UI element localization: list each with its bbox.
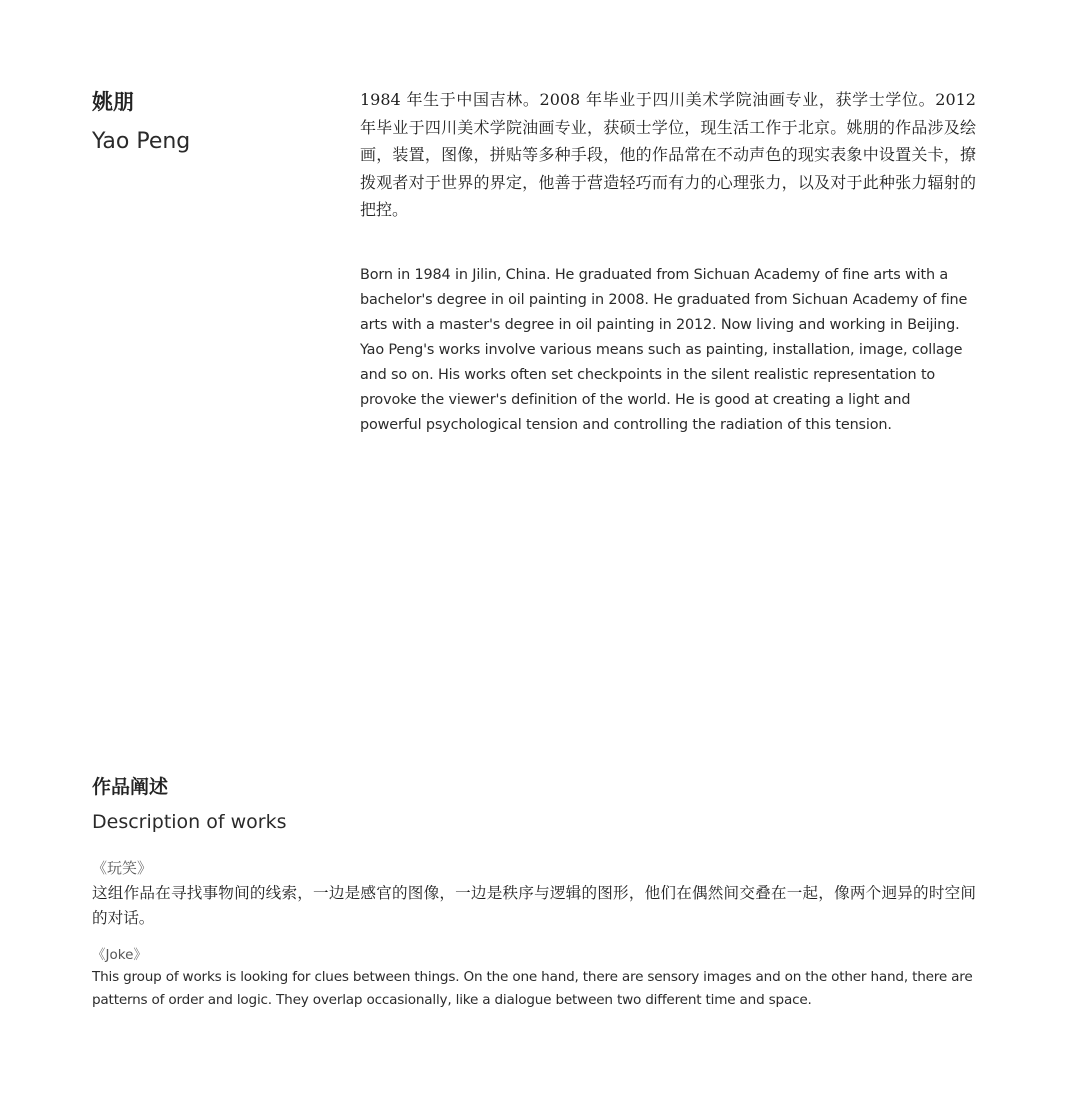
section-title-chinese: 作品阐述	[92, 776, 169, 798]
work-title-chinese: 《玩笑》	[92, 859, 153, 877]
artist-name-chinese: 姚朋	[92, 89, 134, 114]
section-title-english: Description of works	[92, 811, 287, 833]
artist-name-english: Yao Peng	[92, 129, 191, 154]
artist-bio-chinese: 1984 年生于中国吉林。2008 年毕业于四川美术学院油画专业，获学士学位。2012 年毕业于四川美术学院油画专业，获硕士学位，现生活工作于北京。姚朋的作品涉及绘画，装置，图像，拼贴等多种手段，他的作品常在不动声色的现实表象中设置关卡，撩拨观者对于世界的界定，他善于营造轻巧而有力的心理张力，以及对于此种张力辐射的把控。	[360, 90, 976, 220]
work-title-english: 《Joke》	[92, 947, 147, 963]
work-description-english: This group of works is looking for clues between things. On the one hand, there are sensory images and on the other hand, there are patterns of order and logic. They overlap occasionally, like a dialogue between two different time and space.	[92, 969, 973, 1008]
work-description-chinese: 这组作品在寻找事物间的线索，一边是感官的图像，一边是秩序与逻辑的图形，他们在偶然间交叠在一起，像两个迥异的时空间的对话。	[92, 884, 976, 927]
artist-bio-english: Born in 1984 in Jilin, China. He graduated from Sichuan Academy of fine arts with a bachelor's degree in oil painting in 2008. He graduated from Sichuan Academy of fine arts with a master's degree in oil painting in 2012. Now living and working in Beijing. Yao Peng's works involve various means such as painting, installation, image, collage and so on. His works often set checkpoints in the silent realistic representation to provoke the viewer's definition of the world. He is good at creating a light and powerful psychological tension and controlling the radiation of this tension.	[360, 267, 968, 433]
